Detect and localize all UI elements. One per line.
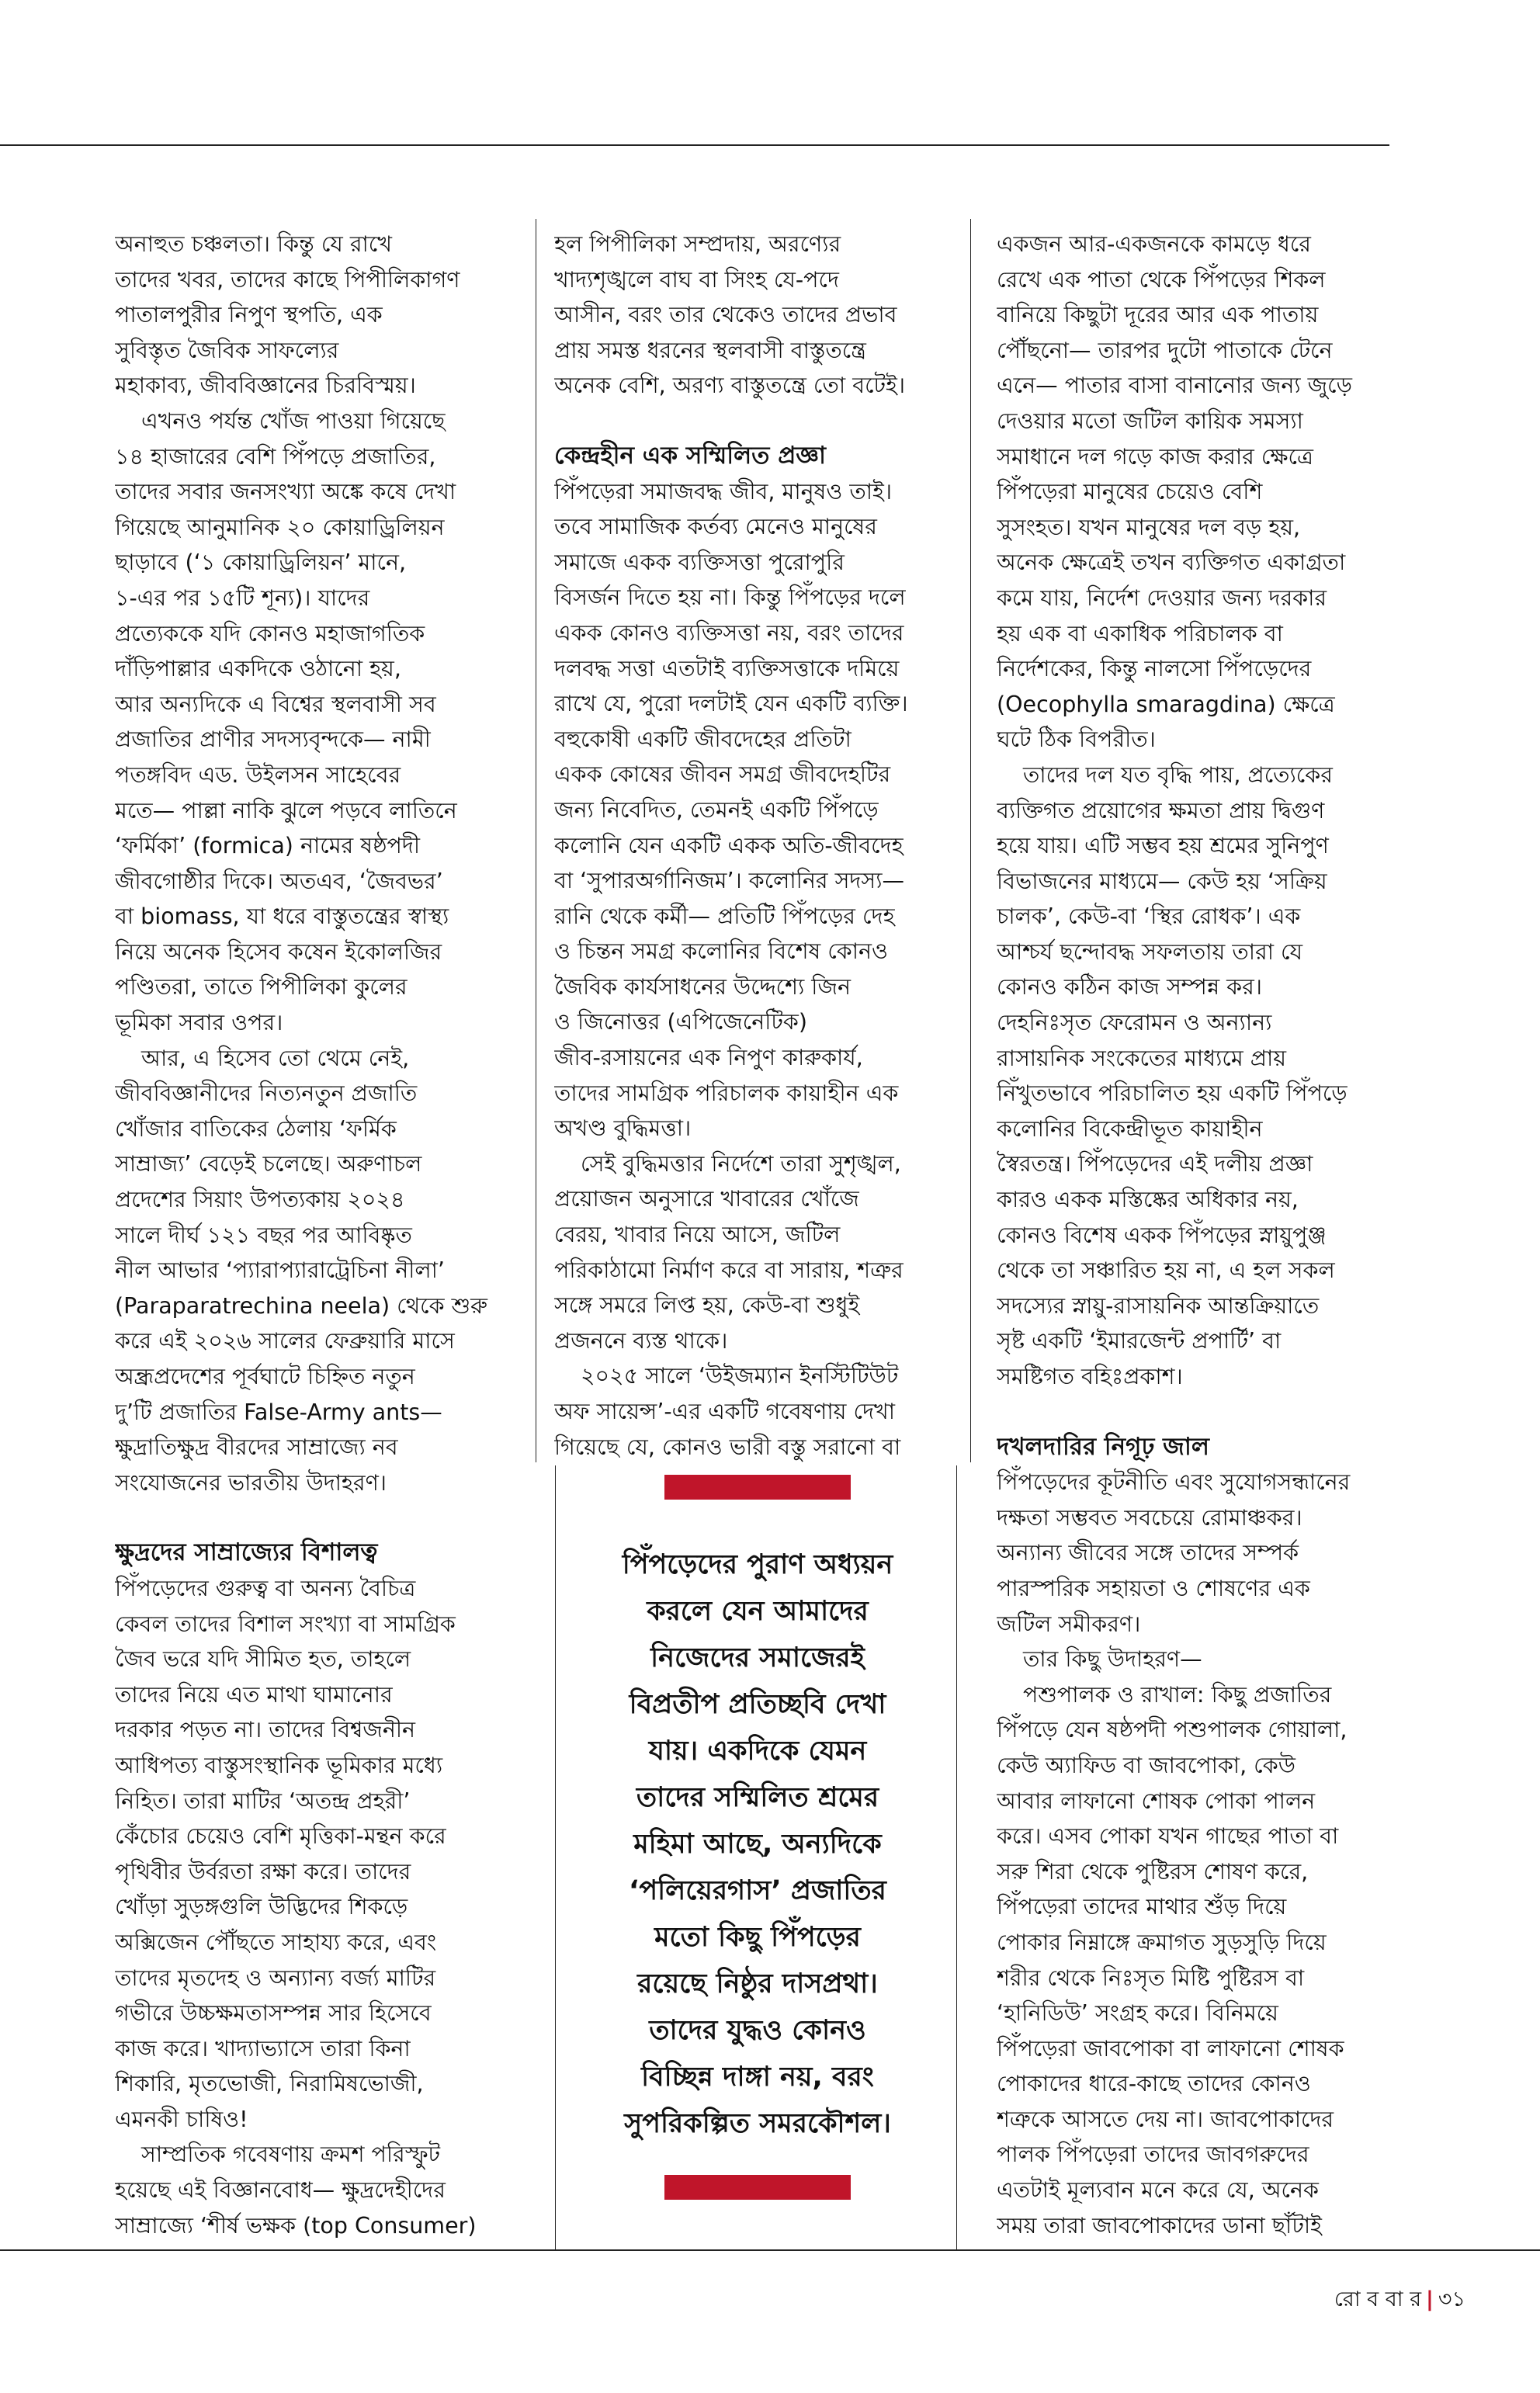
quote-line: তাদের সম্মিলিত শ্রমের <box>636 1782 879 1813</box>
text-line: পরিকাঠামো নির্মাণ করে বা সারায়, শত্রুর <box>554 1257 904 1283</box>
text-line: বহুকোষী একটি জীবদেহের প্রতিটা <box>554 726 852 752</box>
paragraph <box>554 474 966 1146</box>
column-divider-right <box>970 219 971 1462</box>
text-line: আর অন্যদিকে এ বিশ্বের স্থলবাসী সব <box>115 691 436 717</box>
text-line: কমে যায়, নির্দেশ দেওয়ার জন্য দরকার <box>997 584 1327 611</box>
text-line: নিঁখুতভাবে পরিচালিত হয় একটি পিঁপড়ে <box>997 1080 1348 1107</box>
text-line: আর, এ হিসেব তো থেমে নেই, <box>141 1045 410 1071</box>
text-line: তাদের সবার জনসংখ্যা অঙ্কে কষে দেখা <box>115 479 456 505</box>
text-line: দাঁড়িপাল্লার একদিকে ওঠানো হয়, <box>115 656 401 682</box>
footer-separator: | <box>1426 2287 1434 2311</box>
text-line: পৌঁছনো— তারপর দুটো পাতাকে টেনে <box>997 337 1333 363</box>
text-line: সদস্যের স্নায়ু-রাসায়নিক আন্তক্রিয়াতে <box>997 1292 1320 1319</box>
text-line: কাজ করে। খাদ্যাভ্যাসে তারা কিনা <box>115 2035 411 2062</box>
text-line: তার কিছু উদাহরণ— <box>1023 1646 1202 1673</box>
text-line: হয়েছে এই বিজ্ঞানবোধ— ক্ষুদ্রদেহীদের <box>115 2177 446 2204</box>
paragraph <box>554 227 966 404</box>
text-line: অক্সিজেন পৌঁছতে সাহায্য করে, এবং <box>115 1929 437 1955</box>
text-line: ‘ফর্মিকা’ (formica) নামের ষষ্ঠপদী <box>115 833 421 859</box>
text-line: পাতালপুরীর নিপুণ স্থপতি, এক <box>115 302 383 328</box>
text-line: একজন আর-একজনকে কামড়ে ধরে <box>997 231 1311 257</box>
pull-quote <box>564 1475 952 2239</box>
bottom-rule <box>0 2249 1540 2251</box>
text-line: একক কোনও ব্যক্তিসত্তা নয়, বরং তাদের <box>554 619 904 646</box>
text-line: নিয়ে অনেক হিসেব কষেন ইকোলজির <box>115 938 442 965</box>
text-line: গিয়েছে আনুমানিক ২০ কোয়াড্রিলিয়ন <box>115 514 445 540</box>
text-line: কারও একক মস্তিষ্কের অধিকার নয়, <box>997 1187 1299 1213</box>
text-line: স্বৈরতন্ত্র। পিঁপড়েদের এই দলীয় প্রজ্ঞা <box>997 1151 1313 1177</box>
text-line: কোনও কঠিন কাজ সম্পন্ন কর। <box>997 974 1262 1001</box>
text-line: সুসংহত। যখন মানুষের দল বড় হয়, <box>997 514 1301 540</box>
text-line: পিঁপড়েদের গুরুত্ব বা অনন্য বৈচিত্র <box>115 1575 416 1601</box>
text-line: হয়ে যায়। এটি সম্ভব হয় শ্রমের সুনিপুণ <box>997 833 1329 859</box>
section-heading: কেন্দ্রহীন এক সম্মিলিত প্রজ্ঞা <box>554 441 827 470</box>
text-line: ১-এর পর ১৫টি শূন্য)। যাদের <box>115 584 370 611</box>
text-line: পিঁপড়েরা তাদের মাথার শুঁড় দিয়ে <box>997 1894 1287 1920</box>
text-line: বা ‘সুপারঅর্গানিজম’। কলোনির সদস্য— <box>554 868 904 894</box>
paragraph <box>997 1642 1400 1677</box>
text-line: একক কোষের জীবন সমগ্র জীবদেহটির <box>554 761 891 788</box>
text-line: সমাধানে দল গড়ে কাজ করার ক্ষেত্রে <box>997 443 1313 470</box>
section-heading: দখলদারির নিগূঢ় জাল <box>997 1432 1209 1461</box>
text-line: সমাজে একক ব্যক্তিসত্তা পুরোপুরি <box>554 549 845 575</box>
quote-line: বিপ্রতীপ প্রতিচ্ছবি দেখা <box>629 1689 886 1720</box>
text-line: পশুপালক ও রাখাল: কিছু প্রজাতির <box>1023 1681 1332 1708</box>
text-line: তাদের দল যত বৃদ্ধি পায়, প্রত্যেকের <box>1023 761 1333 788</box>
text-line: ছাড়াবে (‘১ কোয়াড্রিলিয়ন’ মানে, <box>115 550 407 576</box>
text-line: কলোনির বিকেন্দ্রীভূত কায়াহীন <box>997 1115 1263 1142</box>
text-line: কেবল তাদের বিশাল সংখ্যা বা সামগ্রিক <box>115 1611 456 1637</box>
top-rule <box>0 144 1389 146</box>
quote-line: তাদের যুদ্ধও কোনও <box>649 2015 866 2046</box>
text-line: দেহনিঃসৃত ফেরোমন ও অন্যান্য <box>997 1010 1272 1036</box>
text-line: সঙ্গে সমরে লিপ্ত হয়, কেউ-বা শুধুই <box>554 1292 860 1319</box>
quote-box-right-border <box>956 1465 957 2249</box>
text-line: কেউ অ্যাফিড বা জাবপোকা, কেউ <box>997 1752 1295 1778</box>
text-line: প্রয়োজন অনুসারে খাবারের খোঁজে <box>554 1186 859 1212</box>
pull-quote-text <box>564 1542 952 2147</box>
text-line: আবার লাফানো শোষক পোকা পালন <box>997 1788 1316 1814</box>
text-line: খাদ্যশৃঙ্খলে বাঘ বা সিংহ যে-পদে <box>554 266 839 293</box>
text-line: অনাহুত চঞ্চলতা। কিন্তু যে রাখে <box>115 231 392 257</box>
text-line: ভূমিকা সবার ওপর। <box>115 1010 283 1036</box>
page-footer <box>1334 2284 1465 2318</box>
text-line: (Oecophylla smaragdina) ক্ষেত্রে <box>997 691 1335 717</box>
text-line: দেওয়ার মতো জটিল কায়িক সমস্যা <box>997 408 1303 434</box>
quote-line: নিজেদের সমাজেরই <box>650 1642 865 1673</box>
text-line: এখনও পর্যন্ত খোঁজ পাওয়া গিয়েছে <box>141 408 446 434</box>
text-line: নীল আভার ‘প্যারাপ্যারাট্রেচিনা নীলা’ <box>115 1257 445 1284</box>
text-line: চালক’, কেউ-বা ‘স্থির রোধক’। এক <box>997 903 1301 930</box>
paragraph <box>115 1571 526 2138</box>
text-line: সাম্প্রতিক গবেষণায় ক্রমশ পরিস্ফুট <box>141 2142 441 2168</box>
text-line: সালে দীর্ঘ ১২১ বছর পর আবিষ্কৃত <box>115 1222 412 1248</box>
text-line: অফ সায়েন্স’-এর একটি গবেষণায় দেখা <box>554 1399 896 1424</box>
text-line: সুবিস্তৃত জৈবিক সাফল্যের <box>115 337 339 363</box>
text-line: বেরয়, খাবার নিয়ে আসে, জটিল <box>554 1222 841 1248</box>
text-line: অনেক ক্ষেত্রেই তখন ব্যক্তিগত একাগ্রতা <box>997 550 1346 576</box>
text-line: সংযোজনের ভারতীয় উদাহরণ। <box>115 1469 387 1496</box>
text-line: সাম্রাজ্যে ‘শীর্ষ ভক্ষক (top Consumer) <box>115 2212 477 2239</box>
text-line: শরীর থেকে নিঃসৃত মিষ্টি পুষ্টিরস বা <box>997 1965 1305 1991</box>
text-line: নির্দেশকের, কিন্তু নালসো পিঁপড়েদের <box>997 656 1312 682</box>
quote-line: বিচ্ছিন্ন দাঙ্গা নয়, বরং <box>641 2062 874 2093</box>
text-line: হয় এক বা একাধিক পরিচালক বা <box>997 620 1283 647</box>
text-line: দক্ষতা সম্ভবত সবচেয়ে রোমাঞ্চকর। <box>997 1504 1302 1531</box>
text-line: জীববিজ্ঞানীদের নিত্যনতুন প্রজাতি <box>115 1080 418 1107</box>
text-line: প্রায় সমস্ত ধরনের স্থলবাসী বাস্তুতন্ত্রে <box>554 337 866 363</box>
text-line: হল পিপীলিকা সম্প্রদায়, অরণ্যের <box>554 231 841 257</box>
text-line: পৃথিবীর উর্বরতা রক্ষা করে। তাদের <box>115 1858 411 1885</box>
text-line: পালক পিঁপড়েরা তাদের জাবগরুদের <box>997 2142 1309 2168</box>
text-line: প্রজাতির প্রাণীর সদস্যবৃন্দকে— নামী <box>115 727 431 753</box>
text-line: বিসর্জন দিতে হয় না। কিন্তু পিঁপড়ের দলে <box>554 584 906 611</box>
paragraph <box>115 2137 526 2243</box>
text-line: পিঁপড়েদের কূটনীতি এবং সুযোগসন্ধানের <box>997 1469 1351 1496</box>
text-line: মহাকাব্য, জীববিজ্ঞানের চিরবিস্ময়। <box>115 373 416 399</box>
text-line: কলোনি যেন একটি একক অতি-জীবদেহ <box>554 832 904 858</box>
text-line: ক্ষুদ্রাতিক্ষুদ্র বীরদের সাম্রাজ্যে নব <box>115 1434 398 1461</box>
text-line: খোঁড়া সুড়ঙ্গগুলি উদ্ভিদের শিকড়ে <box>115 1894 408 1920</box>
text-line: তাদের নিয়ে এত মাথা ঘামানোর <box>115 1681 393 1708</box>
paragraph <box>115 404 526 1041</box>
paragraph <box>997 227 1400 758</box>
article-column-2 <box>554 227 966 1465</box>
text-line: সময় তারা জাবপোকাদের ডানা ছাঁটাই <box>997 2212 1322 2239</box>
text-line: অন্যান্য জীবের সঙ্গে তাদের সম্পর্ক <box>997 1540 1299 1566</box>
text-line: খোঁজার বাতিকের ঠেলায় ‘ফর্মিক <box>115 1115 397 1142</box>
text-line: পিঁপড়েরা সমাজবদ্ধ জীব, মানুষও তাই। <box>554 478 893 505</box>
text-line: দু’টি প্রজাতির False-Army ants— <box>115 1399 442 1425</box>
text-line: পোকাদের ধারে-কাছে তাদের কোনও <box>997 2071 1311 2097</box>
text-line: অন্ধ্রপ্রদেশের পূর্বঘাটে চিহ্নিত নতুন <box>115 1364 415 1389</box>
text-line: জন্য নিবেদিত, তেমনই একটি পিঁপড়ে <box>554 796 879 823</box>
text-line: সাম্রাজ্য’ বেড়েই চলেছে। অরুণাচল <box>115 1151 422 1177</box>
text-line: জৈব ভরে যদি সীমিত হত, তাহলে <box>115 1646 411 1673</box>
text-line: পণ্ডিতরা, তাতে পিপীলিকা কুলের <box>115 974 408 1001</box>
text-line: ২০২৫ সালে ‘উইজম্যান ইনস্টিটিউট <box>581 1363 899 1389</box>
paragraph <box>554 1146 966 1359</box>
text-line: বা biomass, যা ধরে বাস্তুতন্ত্রের স্বাস্থ্য <box>115 903 449 930</box>
text-line: সরু শিরা থেকে পুষ্টিরস শোষণ করে, <box>997 1858 1309 1885</box>
text-line: রানি থেকে কর্মী— প্রতিটি পিঁপড়ের দেহ <box>554 903 895 929</box>
paragraph <box>997 758 1400 1395</box>
text-line: রেখে এক পাতা থেকে পিঁপড়ের শিকল <box>997 266 1326 293</box>
quote-box-left-border <box>555 1465 556 2249</box>
text-line: অখণ্ড বুদ্ধিমত্তা। <box>554 1115 692 1142</box>
text-line: থেকে তা সঞ্চারিত হয় না, এ হল সকল <box>997 1257 1335 1284</box>
text-line: ও চিন্তন সমগ্র কলোনির বিশেষ কোনও <box>554 938 888 965</box>
text-line: ও জিনোত্তর (এপিজেনেটিক) <box>554 1009 807 1035</box>
quote-line: মহিমা আছে, অন্যদিকে <box>633 1829 882 1860</box>
paragraph <box>115 1041 526 1501</box>
text-line: ১৪ হাজারের বেশি পিঁপড়ে প্রজাতির, <box>115 443 436 470</box>
text-line: ‘হানিডিউ’ সংগ্রহ করে। বিনিময়ে <box>997 2000 1278 2027</box>
text-line: রাসায়নিক সংকেতের মাধ্যমে প্রায় <box>997 1045 1287 1071</box>
text-line: প্রত্যেককে যদি কোনও মহাজাগতিক <box>115 620 425 647</box>
text-line: প্রজননে ব্যস্ত থাকে। <box>554 1327 728 1354</box>
paragraph <box>997 1677 1400 2244</box>
text-line: সৃষ্ট একটি ‘ইমারজেন্ট প্রপার্টি’ বা <box>997 1328 1282 1354</box>
page-number: ৩১ <box>1438 2287 1465 2311</box>
text-line: করে। এসব পোকা যখন গাছের পাতা বা <box>997 1823 1339 1850</box>
text-line: দলবদ্ধ সত্তা এতটাই ব্যক্তিসত্তাকে দমিয়ে <box>554 655 900 681</box>
section-heading: ক্ষুদ্রদের সাম্রাজ্যের বিশালত্ব <box>115 1538 378 1567</box>
text-line: আসীন, বরং তার থেকেও তাদের প্রভাব <box>554 302 897 328</box>
text-line: কেঁচোর চেয়েও বেশি মৃত্তিকা-মন্থন করে <box>115 1823 446 1850</box>
text-line: পারস্পরিক সহায়তা ও শোষণের এক <box>997 1575 1310 1601</box>
text-line: গিয়েছে যে, কোনও ভারী বস্তু সরানো বা <box>554 1434 901 1460</box>
article-column-3 <box>997 227 1400 2243</box>
quote-line: মতো কিছু পিঁপড়ের <box>654 1922 861 1953</box>
text-line: জীব-রসায়নের এক নিপুণ কারুকার্য, <box>554 1045 863 1071</box>
text-line: কোনও বিশেষ একক পিঁপড়ের স্নায়ুপুঞ্জ <box>997 1222 1327 1248</box>
quote-line: রয়েছে নিষ্ঠুর দাসপ্রথা। <box>637 1968 878 1999</box>
text-line: এমনকী চাষিও! <box>115 2106 248 2132</box>
text-line: মতে— পাল্লা নাকি ঝুলে পড়বে লাতিনে <box>115 797 457 824</box>
text-line: পতঙ্গবিদ এড. উইলসন সাহেবের <box>115 761 401 788</box>
quote-line: করলে যেন আমাদের <box>647 1596 869 1627</box>
text-line: আশ্চর্য ছন্দোবদ্ধ সফলতায় তারা যে <box>997 938 1303 965</box>
paragraph <box>115 227 526 404</box>
quote-top-bar <box>664 1475 851 1500</box>
text-line: তাদের সামগ্রিক পরিচালক কায়াহীন এক <box>554 1080 899 1106</box>
quote-line: যায়। একদিকে যেমন <box>648 1736 867 1767</box>
text-line: এনে— পাতার বাসা বানানোর জন্য জুড়ে <box>997 373 1352 399</box>
text-line: আধিপত্য বাস্তুসংস্থানিক ভূমিকার মধ্যে <box>115 1752 443 1778</box>
text-line: বিভাজনের মাধ্যমে— কেউ হয় ‘সক্রিয় <box>997 868 1327 894</box>
text-line: জীবগোষ্ঠীর দিকে। অতএব, ‘জৈবভর’ <box>115 868 443 894</box>
text-line: পোকার নিম্নাঙ্গে ক্রমাগত সুড়সুড়ি দিয়ে <box>997 1929 1327 1955</box>
paragraph <box>554 1358 966 1465</box>
magazine-name: রো ব বা র <box>1334 2287 1422 2311</box>
quote-line: ‘পলিয়েরগাস’ প্রজাতির <box>629 1875 886 1906</box>
text-line: অনেক বেশি, অরণ্য বাস্তুতন্ত্রে তো বটেই। <box>554 373 906 399</box>
quote-line: সুপরিকল্পিত সমরকৌশল। <box>624 2108 891 2139</box>
text-line: প্রদেশের সিয়াং উপত্যকায় ২০২৪ <box>115 1187 405 1213</box>
text-line: রাখে যে, পুরো দলটাই যেন একটি ব্যক্তি। <box>554 691 908 717</box>
text-line: দরকার পড়ত না। তাদের বিশ্বজনীন <box>115 1717 416 1743</box>
text-line: তবে সামাজিক কর্তব্য মেনেও মানুষের <box>554 514 877 540</box>
text-line: সেই বুদ্ধিমত্তার নির্দেশে তারা সুশৃঙ্খল, <box>581 1150 901 1177</box>
text-line: শত্রুকে আসতে দেয় না। জাবপোকাদের <box>997 2106 1334 2132</box>
text-line: সমষ্টিগত বহিঃপ্রকাশ। <box>997 1364 1183 1389</box>
text-line: পিঁপড়েরা মানুষের চেয়েও বেশি <box>997 479 1263 505</box>
text-line: পিঁপড়ে যেন ষষ্ঠপদী পশুপালক গোয়ালা, <box>997 1717 1348 1743</box>
text-line: জৈবিক কার্যসাধনের উদ্দেশ্যে জিন <box>554 973 851 1000</box>
text-line: শিকারি, মৃতভোজী, নিরামিষভোজী, <box>115 2071 424 2097</box>
text-line: (Paraparatrechina neela) থেকে শুরু <box>115 1292 488 1319</box>
text-line: বানিয়ে কিছুটা দূরের আর এক পাতায় <box>997 302 1319 328</box>
text-line: নিহিত। তারা মাটির ‘অতন্দ্র প্রহরী’ <box>115 1788 411 1814</box>
paragraph <box>997 1465 1400 1642</box>
text-line: এতটাই মূল্যবান মনে করে যে, অনেক <box>997 2177 1319 2204</box>
text-line: তাদের মৃতদেহ ও অন্যান্য বর্জ্য মাটির <box>115 1965 436 1991</box>
text-line: পিঁপড়েরা জাবপোকা বা লাফানো শোষক <box>997 2035 1344 2062</box>
text-line: ব্যক্তিগত প্রয়োগের ক্ষমতা প্রায় দ্বিগুণ <box>997 797 1325 824</box>
text-line: ঘটে ঠিক বিপরীত। <box>997 727 1156 753</box>
article-column-1 <box>115 227 526 2243</box>
quote-bottom-bar <box>664 2175 851 2200</box>
text-line: জটিল সমীকরণ। <box>997 1611 1141 1637</box>
quote-line: পিঁপড়েদের পুরাণ অধ্যয়ন <box>622 1549 893 1580</box>
text-line: তাদের খবর, তাদের কাছে পিপীলিকাগণ <box>115 266 460 293</box>
text-line: গভীরে উচ্চক্ষমতাসম্পন্ন সার হিসেবে <box>115 2000 432 2027</box>
text-line: করে এই ২০২৬ সালের ফেব্রুয়ারি মাসে <box>115 1328 455 1354</box>
